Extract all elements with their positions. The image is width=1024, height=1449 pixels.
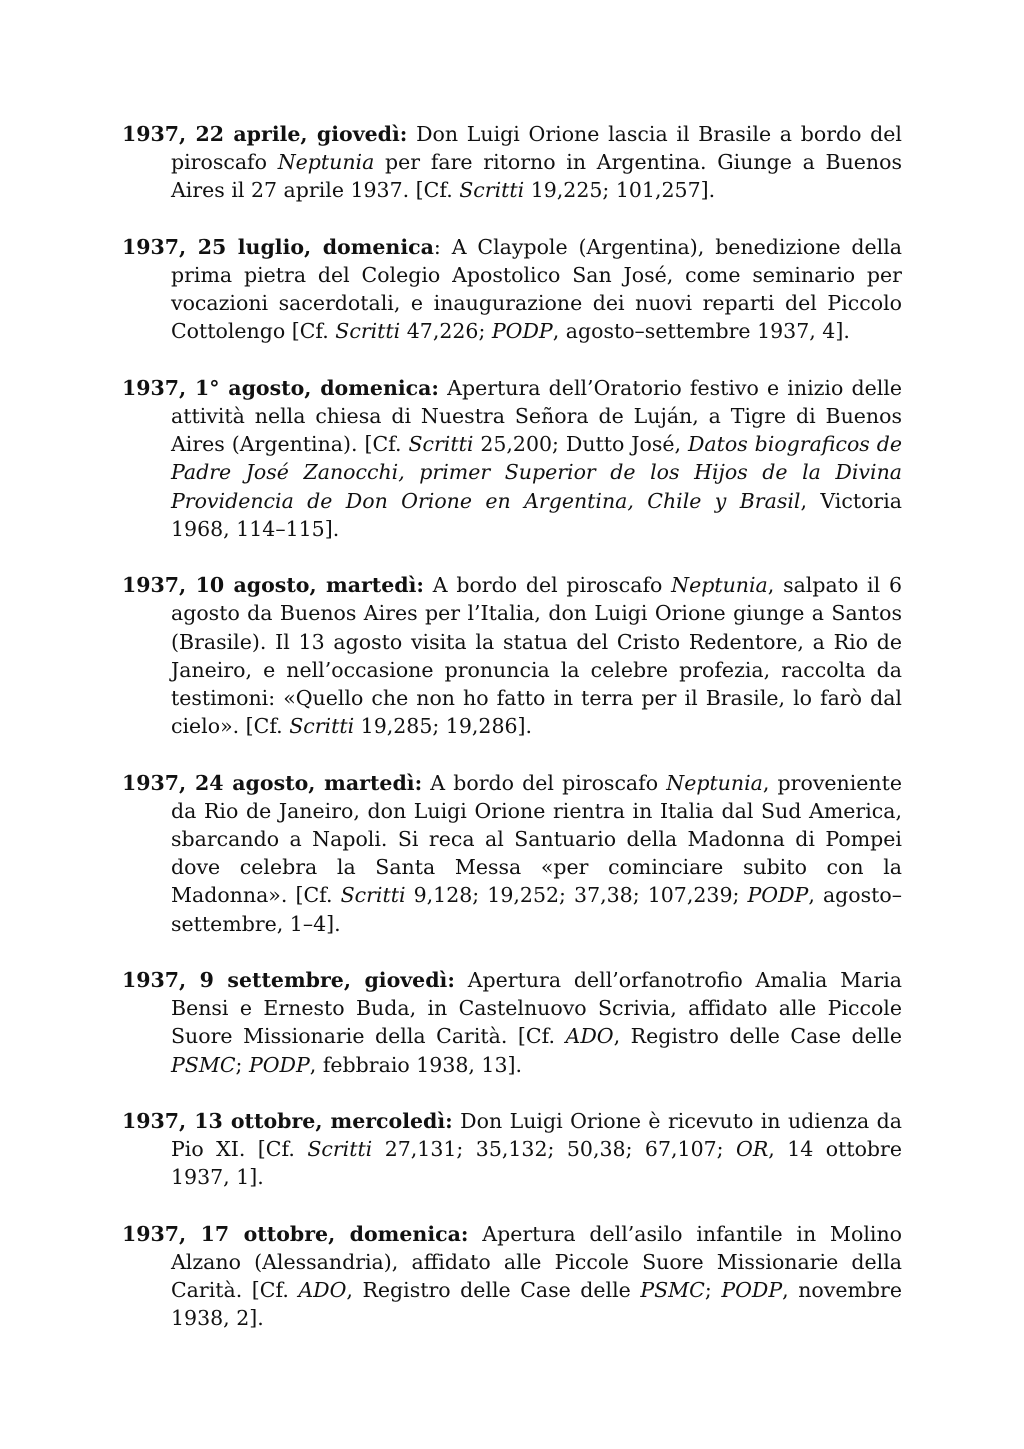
entry-text: A bordo del piroscafo bbox=[423, 573, 672, 598]
entry-text: : A Claypole (Argentina), benedizione della prima pietra del Colegio Apostolico San José, come seminario per vocazioni sacerdotali, e inaugurazione dei nuovi reparti del Piccolo Cottolengo [Cf. bbox=[171, 234, 902, 344]
entry-ship-name: Neptunia bbox=[666, 770, 763, 795]
entry-text: 19,285; 19,286]. bbox=[354, 714, 533, 739]
entry-text: , agosto–settembre, 1–4]. bbox=[171, 883, 902, 936]
chronology-entry bbox=[122, 120, 902, 205]
entry-date-heading: 1937, 17 ottobre, domenica: bbox=[122, 1221, 469, 1246]
entry-date-heading: 1937, 13 ottobre, mercoledì: bbox=[122, 1109, 453, 1134]
entry-text: 47,226; bbox=[400, 319, 492, 344]
chronology-entry bbox=[122, 233, 902, 346]
entry-text: , proveniente da Rio de Janeiro, don Luigi Orione rientra in Italia dal Sud America, sbarcando a Napoli. Si reca al Santuario della Madonna di Pompei dove celebra la Santa Messa «per cominciare subito con la Madonna». [Cf. bbox=[171, 770, 902, 908]
entry-text: 19,225; 101,257]. bbox=[524, 178, 716, 203]
entry-text: , Victoria 1968, 114–115]. bbox=[171, 488, 902, 541]
entry-text: , febbraio 1938, 13]. bbox=[309, 1052, 523, 1077]
entry-text: , 14 ottobre 1937, 1]. bbox=[171, 1137, 902, 1190]
entry-date-heading: 1937, 25 luglio, domenica bbox=[122, 234, 434, 259]
entry-text: 9,128; 19,252; 37,38; 107,239; bbox=[405, 883, 748, 908]
entry-source-title: PODP bbox=[248, 1052, 310, 1077]
entry-source-title: Scritti bbox=[307, 1137, 373, 1162]
entry-text: Apertura dell’asilo infantile in Molino Alzano (Alessandria), affidato alle Piccole Suore Missionarie della Carità. [Cf. bbox=[171, 1221, 902, 1303]
entry-text: 27,131; 35,132; 50,38; 67,107; bbox=[372, 1137, 737, 1162]
chronology-entry bbox=[122, 769, 902, 938]
entry-text: ; bbox=[704, 1278, 722, 1303]
entry-text: ; bbox=[235, 1052, 249, 1077]
chronology-entry bbox=[122, 1107, 902, 1192]
entry-date-heading: 1937, 10 agosto, martedì: bbox=[122, 573, 424, 598]
entry-date-heading: 1937, 9 settembre, giovedì: bbox=[122, 968, 455, 993]
entry-source-title: Scritti bbox=[459, 178, 525, 203]
entry-text: , salpato il 6 agosto da Buenos Aires per l’Italia, don Luigi Orione giunge a Santos (Brasile). Il 13 agosto visita la statua del Cristo Redentore, a Rio de Janeiro, e nell’occasione pronuncia la celebre profezia, raccolta da testimoni: «Quello che non ho fatto in terra per il Brasile, lo farò dal cielo». [Cf. bbox=[171, 573, 902, 739]
chronology-entry bbox=[122, 571, 902, 740]
entry-text: per fare ritorno in Argentina. Giunge a Buenos Aires il 27 aprile 1937. [Cf. bbox=[171, 150, 902, 203]
entry-source-title: PSMC bbox=[171, 1052, 236, 1077]
entry-text: 25,200; Dutto José, bbox=[473, 432, 688, 457]
entry-book-title: Datos biograficos de Padre José Zanocchi, primer Superior de los Hijos de la Divina Providencia de Don Orione en Argentina, Chile y Brasil bbox=[171, 432, 903, 513]
chronology-page bbox=[122, 120, 902, 1361]
chronology-entry bbox=[122, 1220, 902, 1333]
entry-source-title: Scritti bbox=[340, 883, 406, 908]
entry-text: , Registro delle Case delle bbox=[346, 1278, 641, 1303]
entry-source-title: ADO bbox=[565, 1024, 614, 1049]
entry-source-title: OR bbox=[736, 1137, 769, 1162]
chronology-entry bbox=[122, 374, 902, 543]
entry-source-title: PODP bbox=[747, 883, 809, 908]
entry-date-heading: 1937, 22 aprile, giovedì: bbox=[122, 122, 408, 146]
entry-ship-name: Neptunia bbox=[277, 150, 375, 175]
chronology-entry bbox=[122, 966, 902, 1079]
entry-text: , Registro delle Case delle bbox=[613, 1024, 902, 1049]
entry-source-title: Scritti bbox=[408, 432, 474, 457]
entry-text: Don Luigi Orione è ricevuto in udienza da Pio XI. [Cf. bbox=[171, 1109, 902, 1162]
entry-text: A bordo del piroscafo bbox=[422, 770, 667, 795]
entry-source-title: Scritti bbox=[289, 714, 355, 739]
entry-source-title: Scritti bbox=[335, 319, 401, 344]
entry-source-title: ADO bbox=[298, 1278, 347, 1303]
entry-text: Apertura dell’orfanotrofio Amalia Maria Bensi e Ernesto Buda, in Castelnuovo Scrivia, affidato alle Piccole Suore Missionarie della Carità. [Cf. bbox=[171, 968, 902, 1049]
entry-text: , agosto–settembre 1937, 4]. bbox=[552, 319, 850, 344]
entry-date-heading: 1937, 1° agosto, domenica: bbox=[122, 375, 439, 400]
entry-source-title: PODP bbox=[721, 1278, 783, 1303]
entry-text: Apertura dell’Oratorio festivo e inizio delle attività nella chiesa di Nuestra Señora de Luján, a Tigre di Buenos Aires (Argentina). [Cf. bbox=[171, 375, 903, 457]
entry-text: Don Luigi Orione lascia il Brasile a bordo del piroscafo bbox=[171, 122, 902, 175]
entry-source-title: PSMC bbox=[640, 1278, 705, 1303]
entry-ship-name: Neptunia bbox=[671, 573, 768, 598]
entry-date-heading: 1937, 24 agosto, martedì: bbox=[122, 770, 423, 795]
entry-text: , novembre 1938, 2]. bbox=[171, 1278, 902, 1331]
entry-source-title: PODP bbox=[491, 319, 553, 344]
